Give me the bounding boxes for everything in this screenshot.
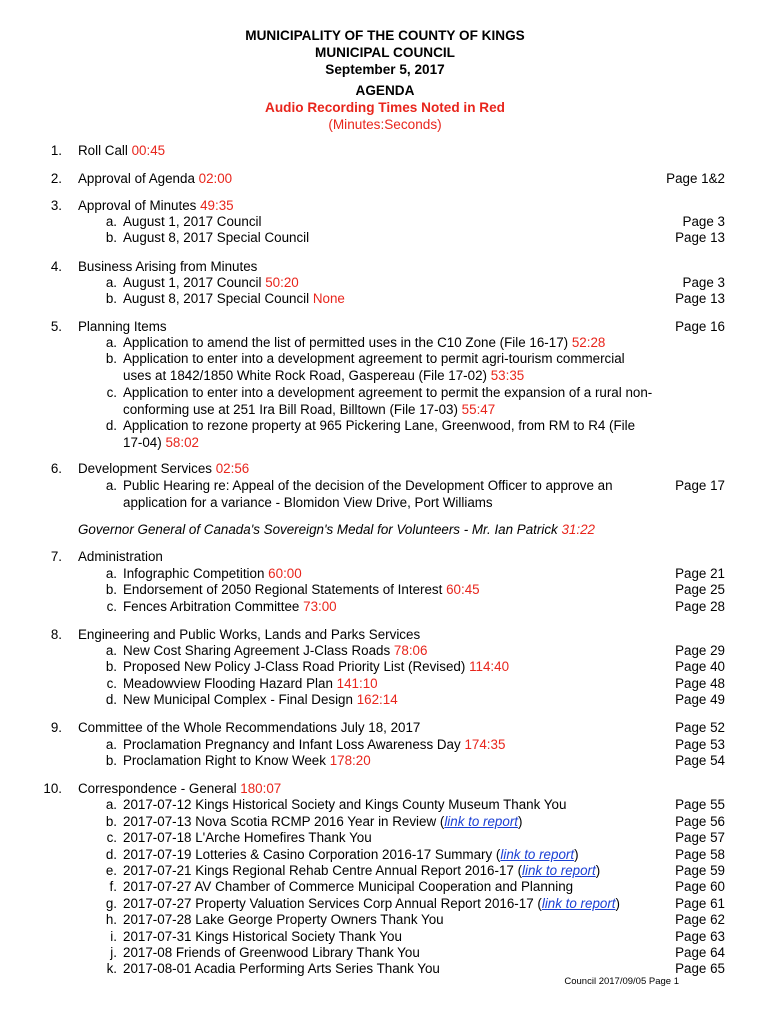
- page-ref: Page 40: [675, 659, 725, 674]
- report-link[interactable]: link to report: [541, 896, 616, 911]
- audio-note: Audio Recording Times Noted in Red: [265, 100, 505, 115]
- sub-item-letter: a.: [105, 335, 117, 350]
- sub-item: [123, 418, 653, 451]
- sub-item-letter: a.: [105, 478, 117, 493]
- sub-item-text: Meadowview Flooding Hazard Plan: [123, 676, 333, 691]
- sub-item-text: New Cost Sharing Agreement J-Class Roads: [123, 643, 391, 658]
- agenda-item-correspondence: [78, 781, 281, 797]
- page-ref: Page 57: [675, 830, 725, 845]
- sub-item: [123, 676, 378, 692]
- audio-time: 00:45: [131, 143, 166, 158]
- sub-item-text: 2017-07-12 Kings Historical Society and Kings County Museum Thank You: [123, 797, 567, 812]
- page-ref: Page 56: [675, 814, 725, 829]
- audio-time: 58:02: [165, 434, 199, 450]
- sub-item-letter: e.: [105, 863, 117, 878]
- sub-item-text: Application to rezone property at 965 Pickering Lane, Greenwood, from RM to R4 (File 17-04): [123, 418, 636, 450]
- sub-item: [123, 643, 427, 659]
- sub-item: [123, 753, 371, 769]
- medal-presentation: [78, 522, 595, 538]
- sub-item-letter: b.: [105, 659, 117, 674]
- sub-item: 2017-07-13 Nova Scotia RCMP 2016 Year in Review (link to report): [123, 814, 523, 829]
- page-ref: Page 16: [675, 319, 725, 334]
- sub-item-text: 2017-07-19 Lotteries & Casino Corporation 2016-17 Summary: [123, 847, 493, 862]
- sub-item: [123, 291, 345, 307]
- sub-item: [123, 335, 653, 352]
- agenda-item-business-arising: Business Arising from Minutes: [78, 259, 258, 274]
- page-ref: Page 61: [675, 896, 725, 911]
- item-number: 3.: [50, 198, 62, 213]
- sub-item-letter: d.: [105, 847, 117, 862]
- sub-item: 2017-07-19 Lotteries & Casino Corporation 2016-17 Summary (link to report): [123, 847, 579, 862]
- sub-item-text: Fences Arbitration Committee: [123, 599, 300, 614]
- sub-item: [123, 351, 653, 384]
- page-ref: Page 64: [675, 945, 725, 960]
- audio-time: 78:06: [393, 643, 428, 658]
- page-ref: Page 13: [675, 291, 725, 306]
- sub-item-text: August 8, 2017 Special Council: [123, 291, 310, 306]
- sub-item-text: Public Hearing re: Appeal of the decision of the Development Officer to approve an application for a variance - Blomidon View Drive, Port Williams: [123, 478, 613, 510]
- medal-text: Governor General of Canada's Sovereign's Medal for Volunteers - Mr. Ian Patrick: [78, 522, 558, 537]
- audio-time: 60:00: [268, 566, 302, 581]
- sub-item-text: Endorsement of 2050 Regional Statements of Interest: [123, 582, 443, 597]
- page-footer: Council 2017/09/05 Page 1: [564, 976, 679, 987]
- page-ref: Page 1&2: [666, 171, 725, 186]
- sub-item-letter: a.: [105, 737, 117, 752]
- agenda-item-approval-of-agenda: [78, 171, 232, 187]
- sub-item-text: Infographic Competition: [123, 566, 265, 581]
- agenda-item-roll-call: [78, 143, 165, 159]
- agenda-title: AGENDA: [355, 83, 415, 98]
- agenda-item-engineering: Engineering and Public Works, Lands and Parks Services: [78, 627, 421, 642]
- sub-item-text: New Municipal Complex - Final Design: [123, 692, 353, 707]
- sub-item-letter: d.: [105, 692, 117, 707]
- sub-item-letter: c.: [106, 830, 117, 845]
- sub-item: [123, 692, 398, 708]
- sub-item-text: 2017-07-28 Lake George Property Owners Thank You: [123, 912, 444, 927]
- sub-item-letter: c.: [106, 676, 117, 691]
- page-ref: Page 29: [675, 643, 725, 658]
- audio-time: 49:35: [200, 198, 234, 213]
- sub-item-text: August 1, 2017 Council: [123, 214, 262, 229]
- sub-item-letter: b.: [105, 291, 117, 306]
- sub-item-letter: h.: [105, 912, 117, 927]
- audio-time: 162:14: [356, 692, 398, 707]
- sub-item-text: 2017-08 Friends of Greenwood Library Thank You: [123, 945, 420, 960]
- page-ref: Page 55: [675, 797, 725, 812]
- agenda-item-approval-of-minutes: [78, 198, 234, 214]
- item-number: 5.: [50, 319, 62, 334]
- item-number: 7.: [50, 549, 62, 564]
- audio-time: 60:45: [446, 582, 480, 597]
- page-ref: Page 54: [675, 753, 725, 768]
- sub-item-text: August 1, 2017 Council: [123, 275, 262, 290]
- sub-item-text: Proclamation Pregnancy and Infant Loss Awareness Day: [123, 737, 461, 752]
- item-text: Roll Call: [78, 143, 128, 158]
- audio-time: 02:00: [198, 171, 233, 186]
- audio-time: 53:35: [490, 367, 525, 383]
- page-ref: Page 59: [675, 863, 725, 878]
- sub-item-text: August 8, 2017 Special Council: [123, 230, 310, 245]
- page-ref: Page 13: [675, 230, 725, 245]
- sub-item: [123, 599, 337, 615]
- sub-item: [123, 385, 653, 418]
- item-text: Approval of Agenda: [78, 171, 195, 186]
- agenda-item-cotw: Committee of the Whole Recommendations July 18, 2017: [78, 720, 421, 735]
- sub-item-letter: a.: [105, 566, 117, 581]
- council-title: MUNICIPAL COUNCIL: [315, 45, 455, 60]
- audio-time: 52:28: [571, 335, 606, 350]
- item-number: 6.: [50, 461, 62, 476]
- agenda-item-administration: Administration: [78, 549, 163, 564]
- item-text: Approval of Minutes: [78, 198, 197, 213]
- sub-item-letter: d.: [105, 418, 117, 433]
- sub-item: 2017-07-27 Property Valuation Services Corp Annual Report 2016-17 (link to report): [123, 896, 620, 911]
- sub-item: [123, 737, 505, 753]
- sub-item-letter: g.: [105, 896, 117, 911]
- sub-item: [123, 582, 480, 598]
- sub-item-letter: a.: [105, 797, 117, 812]
- page-ref: Page 60: [675, 879, 725, 894]
- sub-item-text: 2017-07-13 Nova Scotia RCMP 2016 Year in Review: [123, 814, 437, 829]
- audio-time: 50:20: [265, 275, 299, 290]
- agenda-item-development-services: [78, 461, 249, 477]
- agenda-item-planning: Planning Items: [78, 319, 167, 334]
- audio-time: 180:07: [240, 781, 282, 796]
- audio-note-format: (Minutes:Seconds): [328, 117, 442, 132]
- report-link[interactable]: link to report: [444, 814, 519, 829]
- page-ref: Page 63: [675, 929, 725, 944]
- page-ref: Page 25: [675, 582, 725, 597]
- sub-item-text: 2017-08-01 Acadia Performing Arts Series Thank You: [123, 961, 440, 976]
- page-ref: Page 17: [675, 478, 725, 493]
- report-link[interactable]: link to report: [500, 847, 575, 862]
- audio-time: 141:10: [336, 676, 378, 691]
- item-number: 1.: [50, 143, 62, 158]
- item-number: 8.: [50, 627, 62, 642]
- sub-item-text: Application to enter into a development agreement to permit the expansion of a rural non-conforming use at 251 Ira Bill Road, Billtown (File 17-03): [123, 385, 653, 417]
- audio-time: 178:20: [329, 753, 371, 768]
- sub-item-letter: c.: [106, 599, 117, 614]
- audio-time: 02:56: [215, 461, 250, 476]
- sub-item-letter: k.: [106, 961, 117, 976]
- sub-item-letter: b.: [105, 753, 117, 768]
- audio-time: 31:22: [561, 522, 595, 537]
- sub-item-letter: i.: [110, 929, 117, 944]
- meeting-date: September 5, 2017: [325, 62, 445, 77]
- sub-item: 2017-07-21 Kings Regional Rehab Centre Annual Report 2016-17 (link to report): [123, 863, 601, 878]
- page-ref: Page 53: [675, 737, 725, 752]
- report-link[interactable]: link to report: [522, 863, 596, 878]
- sub-item-letter: b.: [105, 351, 117, 366]
- page-ref: Page 48: [675, 676, 725, 691]
- item-number: 9.: [50, 720, 62, 735]
- item-text: Development Services: [78, 461, 212, 476]
- sub-item-letter: a.: [105, 214, 117, 229]
- sub-item: [123, 659, 509, 675]
- municipality-title: MUNICIPALITY OF THE COUNTY OF KINGS: [245, 28, 525, 43]
- sub-item-text: Proposed New Policy J-Class Road Priority List (Revised): [123, 659, 466, 674]
- sub-item: [123, 275, 299, 291]
- item-number: 2.: [50, 171, 62, 186]
- audio-time: 55:47: [461, 401, 496, 417]
- sub-item-letter: b.: [105, 582, 117, 597]
- sub-item-letter: j.: [110, 945, 117, 960]
- sub-item-text: 2017-07-18 L'Arche Homefires Thank You: [123, 830, 372, 845]
- sub-item-letter: c.: [106, 385, 117, 400]
- page-ref: Page 3: [682, 275, 725, 290]
- item-number: 10.: [43, 781, 62, 796]
- sub-item-text: Application to amend the list of permitted uses in the C10 Zone (File 16-17): [123, 335, 569, 350]
- sub-item-letter: b.: [105, 814, 117, 829]
- audio-time: 73:00: [303, 599, 337, 614]
- sub-item-text: 2017-07-31 Kings Historical Society Thank You: [123, 929, 402, 944]
- sub-item-text: 2017-07-21 Kings Regional Rehab Centre Annual Report 2016-17: [123, 863, 514, 878]
- page-ref: Page 52: [675, 720, 725, 735]
- sub-item-letter: a.: [105, 275, 117, 290]
- page-ref: Page 62: [675, 912, 725, 927]
- audio-time: 174:35: [464, 737, 506, 752]
- page-ref: Page 28: [675, 599, 725, 614]
- sub-item-letter: f.: [109, 879, 117, 894]
- page-ref: Page 58: [675, 847, 725, 862]
- audio-time: 114:40: [469, 659, 510, 674]
- agenda-header: [0, 27, 770, 133]
- page-ref: Page 65: [675, 961, 725, 976]
- sub-item-letter: b.: [105, 230, 117, 245]
- sub-item-text: 2017-07-27 AV Chamber of Commerce Municipal Cooperation and Planning: [123, 879, 574, 894]
- page-ref: Page 49: [675, 692, 725, 707]
- page-ref: Page 21: [675, 566, 725, 581]
- item-text: Correspondence - General: [78, 781, 237, 796]
- sub-item-letter: a.: [105, 643, 117, 658]
- sub-item-text: 2017-07-27 Property Valuation Services Corp Annual Report 2016-17: [123, 896, 534, 911]
- audio-time: None: [312, 291, 345, 306]
- item-number: 4.: [50, 259, 62, 274]
- sub-item-text: Application to enter into a development agreement to permit agri-tourism commercial uses at 1842/1850 White Rock Road, Gaspereau (File 17-02): [123, 351, 625, 383]
- sub-item-text: Proclamation Right to Know Week: [123, 753, 326, 768]
- page-ref: Page 3: [682, 214, 725, 229]
- sub-item: [123, 566, 302, 582]
